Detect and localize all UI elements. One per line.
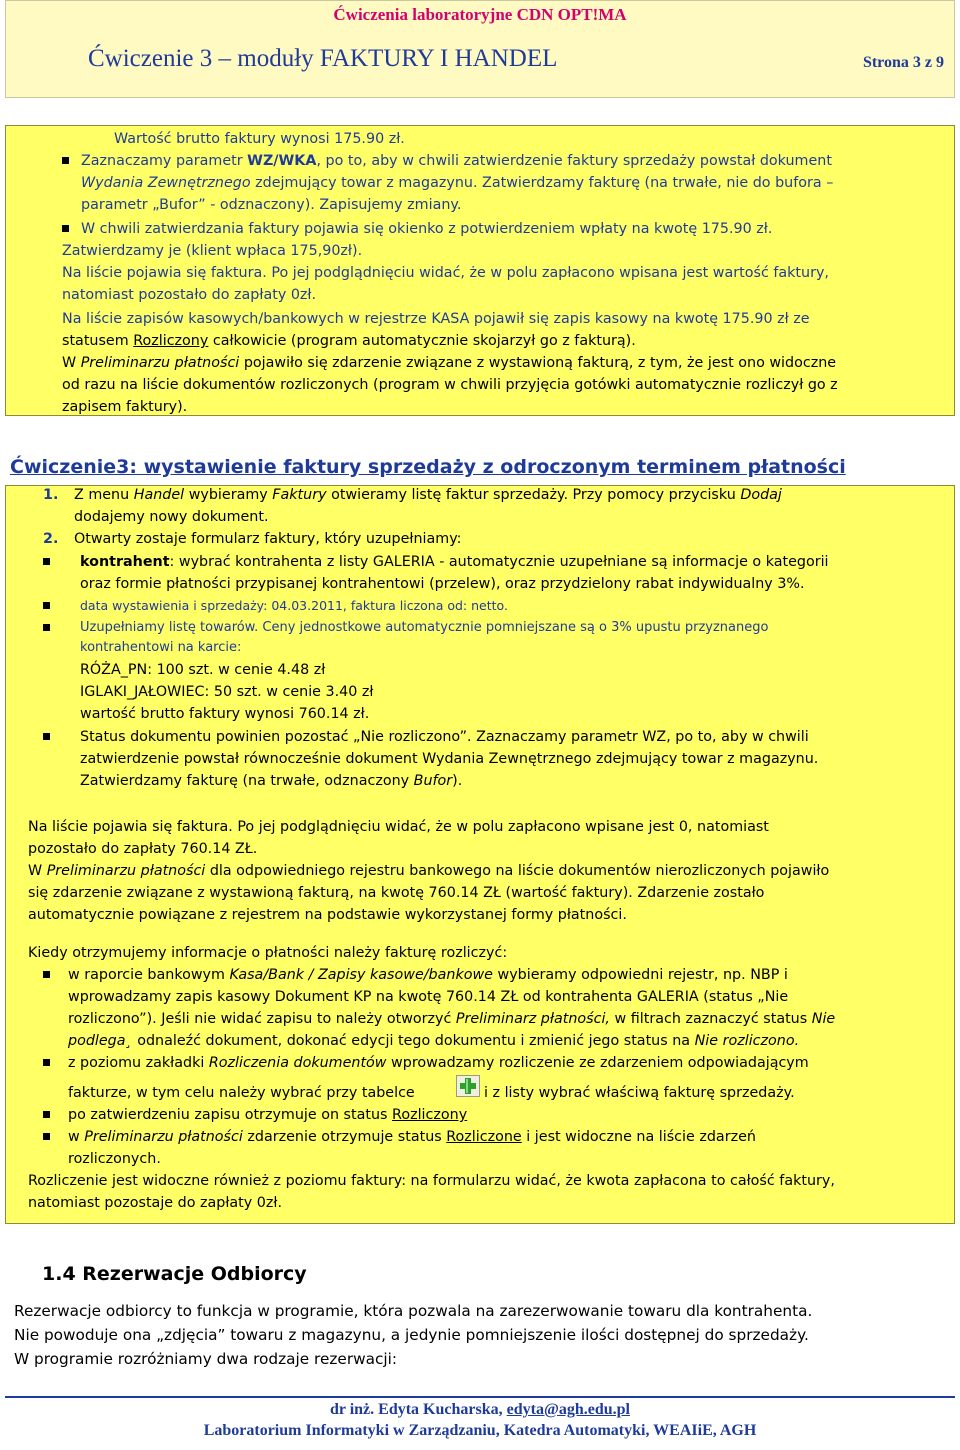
text-line: statusem Rozliczony całkowicie (program automatycznie skojarzył go z fakturą). <box>62 333 636 349</box>
text-line: Zaznaczamy parametr WZ/WKA, po to, aby w chwili zatwierdzenie faktury sprzedaży powstał dokument <box>81 153 832 169</box>
text-line: Na liście zapisów kasowych/bankowych w rejestrze KASA pojawił się zapis kasowy na kwotę 175.90 zł ze <box>62 311 810 327</box>
section-heading: 1.4 Rezerwacje Odbiorcy <box>42 1263 307 1285</box>
text-line: Rozliczenie jest widoczne również z poziomu faktury: na formularzu widać, że kwota zapłacona to całość faktury, <box>28 1173 835 1189</box>
text-line: Zatwierdzamy fakturę (na trwałe, odznaczony Bufor). <box>80 773 463 789</box>
text-line: się zdarzenie związane z wystawioną fakturą, na kwotę 760.14 ZŁ (wartość faktury). Zdarzenie zostało <box>28 885 765 901</box>
text-line: Kiedy otrzymujemy informacje o płatności należy fakturę rozliczyć: <box>28 945 508 961</box>
text-line: IGLAKI_JAŁOWIEC: 50 szt. w cenie 3.40 zł <box>80 684 374 700</box>
text-line: Zatwierdzamy je (klient wpłaca 175,90zł). <box>62 243 363 259</box>
add-plus-icon[interactable] <box>456 1075 480 1097</box>
text-line: podlega¸ odnaleźć dokument, dokonać edycji tego dokumentu i zmienić jego status na Nie rozliczono. <box>68 1033 800 1049</box>
bullet-icon <box>43 1111 50 1118</box>
text-line: rozliczonych. <box>68 1151 161 1167</box>
text-line: w raporcie bankowym Kasa/Bank / Zapisy kasowe/bankowe wybieramy odpowiedni rejestr, np. NBP i <box>68 967 788 983</box>
text-line: oraz formie płatności przypisanej kontrahentowi (przelew), oraz przydzielony rabat indywidualny 3%. <box>80 576 805 592</box>
text-line: Na liście pojawia się faktura. Po jej podglądnięciu widać, że w polu zapłacono wpisana jest wartość faktury, <box>62 265 829 281</box>
bullet-icon <box>62 225 69 232</box>
text-line: Z menu Handel wybieramy Faktury otwieramy listę faktur sprzedaży. Przy pomocy przycisku Dodaj <box>74 487 782 503</box>
text-line: W programie rozróżniamy dwa rodzaje rezerwacji: <box>14 1350 398 1368</box>
text-line: pozostało do zapłaty 760.14 ZŁ. <box>28 841 258 857</box>
instructions-box-2 <box>5 485 955 1224</box>
text-line: natomiast pozostało do zapłaty 0zł. <box>62 287 317 303</box>
footer-author: dr inż. Edyta Kucharska, edyta@agh.edu.pl <box>330 1401 630 1418</box>
bullet-icon <box>43 558 50 565</box>
text-line: Status dokumentu powinien pozostać „Nie rozliczono”. Zaznaczamy parametr WZ, po to, aby w chwili <box>80 729 809 745</box>
exercise-heading: Ćwiczenie3: wystawienie faktury sprzedaży z odroczonym terminem płatności <box>10 456 846 478</box>
text-line: data wystawienia i sprzedaży: 04.03.2011, faktura liczona od: netto. <box>80 598 508 613</box>
text-line: zapisem faktury). <box>62 399 188 415</box>
text-line: Uzupełniamy listę towarów. Ceny jednostkowe automatycznie pomniejszane są o 3% upustu przyznanego <box>80 620 769 635</box>
text-line: zatwierdzenie powstał równocześnie dokument Wydania Zewnętrznego zdejmujący towar z magazynu. <box>80 751 819 767</box>
page-footer <box>5 1396 955 1446</box>
text-line: kontrahentowi na karcie: <box>80 640 242 655</box>
header-exercise-title: Ćwiczenie 3 – moduły FAKTURY I HANDEL <box>88 45 558 72</box>
bullet-icon <box>62 157 69 164</box>
text-line: dodajemy nowy dokument. <box>74 509 269 525</box>
bullet-icon <box>43 733 50 740</box>
header-page-number: Strona 3 z 9 <box>862 54 944 71</box>
text-line: wartość brutto faktury wynosi 760.14 zł. <box>80 706 370 722</box>
text-line: kontrahent: wybrać kontrahenta z listy GALERIA - automatycznie uzupełniane są informacje o kategorii <box>80 554 829 570</box>
text-line: W chwili zatwierdzania faktury pojawia się okienko z potwierdzeniem wpłaty na kwotę 175.90 zł. <box>81 221 773 237</box>
step-number: 2. <box>43 531 59 547</box>
text-line: Rezerwacje odbiorcy to funkcja w programie, która pozwala na zarezerwowanie towaru dla kontrahenta. <box>14 1302 813 1320</box>
footer-lab: Laboratorium Informatyki w Zarządzaniu, Katedra Automatyki, WEAIiE, AGH <box>203 1422 757 1439</box>
bullet-icon <box>43 1059 50 1066</box>
instructions-box-1 <box>5 125 955 416</box>
text-line: Wartość brutto faktury wynosi 175.90 zł. <box>114 131 405 147</box>
text-line: i z listy wybrać właściwą fakturę sprzedaży. <box>484 1085 795 1101</box>
page-header <box>5 0 955 98</box>
text-line: Otwarty zostaje formularz faktury, który uzupełniamy: <box>74 531 462 547</box>
bullet-icon <box>43 1133 50 1140</box>
header-course-title: Ćwiczenia laboratoryjne CDN OPT!MA <box>333 5 627 24</box>
text-line: RÓŻA_PN: 100 szt. w cenie 4.48 zł <box>80 662 326 678</box>
text-line: po zatwierdzeniu zapisu otrzymuje on status Rozliczony <box>68 1107 468 1123</box>
text-line: W Preliminarzu płatności pojawiło się zdarzenie związane z wystawioną fakturą, z tym, że jest ono widoczne <box>62 355 837 371</box>
text-line: rozliczono”). Jeśli nie widać zapisu to należy otworzyć Preliminarz płatności, w filtrach zaznaczyć status Nie <box>68 1011 836 1027</box>
bullet-icon <box>43 971 50 978</box>
footer-email-link[interactable]: edyta@agh.edu.pl <box>506 1401 630 1418</box>
bullet-icon <box>43 624 50 631</box>
text-line: od razu na liście dokumentów rozliczonych (program w chwili przyjęcia gotówki automatycznie rozliczył go z <box>62 377 838 393</box>
bullet-icon <box>43 602 50 609</box>
text-line: parametr „Bufor” - odznaczony). Zapisujemy zmiany. <box>81 197 462 213</box>
text-line: natomiast pozostaje do zapłaty 0zł. <box>28 1195 282 1211</box>
text-line: Wydania Zewnętrznego zdejmujący towar z magazynu. Zatwierdzamy fakturę (na trwałe, nie do bufora – <box>81 175 834 191</box>
text-line: fakturze, w tym celu należy wybrać przy tabelce <box>68 1085 415 1101</box>
step-number: 1. <box>43 487 59 503</box>
text-line: Nie powoduje ona „zdjęcia” towaru z magazynu, a jedynie pomniejszenie ilości dostępnej do sprzedaży. <box>14 1326 809 1344</box>
text-line: wprowadzamy zapis kasowy Dokument KP na kwotę 760.14 ZŁ od kontrahenta GALERIA (status „Nie <box>68 989 789 1005</box>
text-line: Na liście pojawia się faktura. Po jej podglądnięciu widać, że w polu zapłacono wpisane jest 0, natomiast <box>28 819 769 835</box>
text-line: W Preliminarzu płatności dla odpowiedniego rejestru bankowego na liście dokumentów nierozliczonych pojawiło <box>28 863 830 879</box>
text-line: automatycznie powiązane z rejestrem na podstawie wykorzystanej formy płatności. <box>28 907 627 923</box>
text-line: w Preliminarzu płatności zdarzenie otrzymuje status Rozliczone i jest widoczne na liście zdarzeń <box>68 1129 756 1145</box>
text-line: z poziomu zakładki Rozliczenia dokumentów wprowadzamy rozliczenie ze zdarzeniem odpowiadającym <box>68 1055 809 1071</box>
